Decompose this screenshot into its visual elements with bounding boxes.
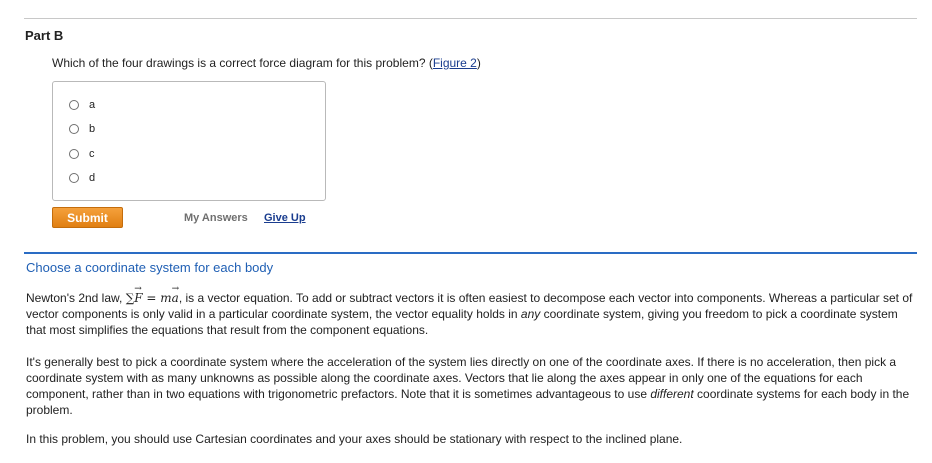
newton-equation (126, 291, 179, 305)
acceleration-vector: → a (172, 290, 179, 306)
question-text (52, 56, 481, 70)
give-up-link[interactable]: Give Up (264, 212, 306, 224)
p1-emphasis: any (520, 307, 541, 321)
option-a-label: a (89, 99, 96, 111)
answer-options (52, 81, 326, 201)
option-b-label: b (89, 123, 96, 135)
p1-text-middle: , is a vector equation. To add or subtract vectors it is often easiest to decompose each vector into components. Whereas a particular set of vector components is only valid in a particular coordinate system, the vector equality holds in (26, 291, 913, 321)
p2-emphasis: different (650, 387, 694, 401)
hint-paragraph-3: In this problem, you should use Cartesian coordinates and your axes should be stationary with respect to the inclined plane. (26, 432, 683, 446)
radio-a[interactable] (69, 100, 79, 110)
hint-paragraph-2 (26, 354, 921, 418)
question-suffix: ) (476, 56, 481, 70)
part-title: Part B (25, 28, 64, 43)
equals-sign: = (142, 291, 161, 305)
radio-b[interactable] (69, 124, 79, 134)
option-c-label: c (89, 148, 95, 160)
hint-paragraph-1 (26, 290, 921, 338)
my-answers-link[interactable]: My Answers (184, 212, 248, 224)
question-prompt: Which of the four drawings is a correct force diagram for this problem? ( (52, 56, 433, 70)
hint-divider (24, 252, 917, 254)
submit-button[interactable]: Submit (52, 207, 123, 228)
radio-d[interactable] (69, 173, 79, 183)
option-d[interactable] (69, 170, 95, 186)
option-c[interactable] (69, 146, 95, 162)
option-b[interactable] (69, 121, 95, 137)
option-d-label: d (89, 172, 96, 184)
hint-title: Choose a coordinate system for each body (26, 260, 274, 275)
sum-symbol: ∑ (125, 291, 135, 305)
p2-text-before: It's generally best to pick a coordinate system where the acceleration of the system lies directly on one of the coordinate axes. If there is no acceleration, then pick a coordinate system with as many unknowns as possible along the coordinate axes. Vectors that lie along the axes appear in only one of the equations for each component, rather than in two equations with trigonometric prefactors. Note that it is sometimes advantageous to use (26, 355, 897, 401)
option-a[interactable] (69, 97, 95, 113)
p1-text-before: Newton's 2nd law, (26, 291, 126, 305)
mass-symbol: m (160, 291, 172, 305)
top-divider (24, 18, 917, 19)
p1-text-after: coordinate system, giving you freedom to pick a coordinate system that most simplifies the equations that result from the component equations. (26, 307, 898, 337)
radio-c[interactable] (69, 149, 79, 159)
figure-link[interactable]: Figure 2 (432, 56, 477, 70)
p2-text-after: coordinate systems for each body in the problem. (26, 387, 910, 417)
force-vector: → F (134, 290, 142, 306)
